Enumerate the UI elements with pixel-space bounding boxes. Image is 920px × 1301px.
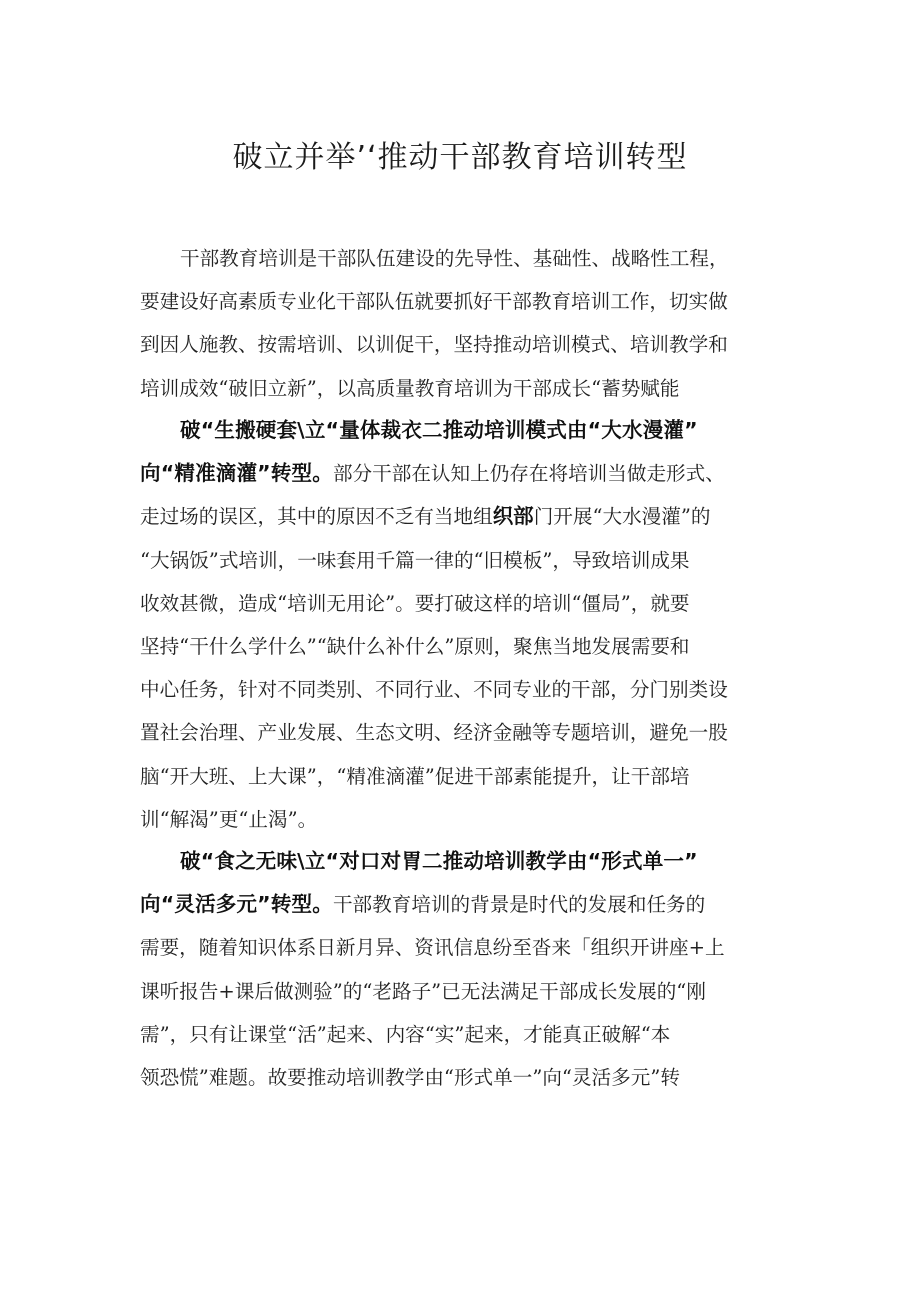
intro-paragraph	[140, 237, 790, 410]
section1-paragraph	[140, 409, 790, 841]
section2-line: 领恐慌”难题。故要推动培训教学由“形式单一”向“灵活多元”转	[140, 1065, 680, 1089]
section1-line: 训“解渴”更“止渴”。	[140, 807, 318, 831]
section1-heading-line2	[140, 452, 790, 495]
section1-heading-tail: 向“精准滴灌”转型。	[140, 461, 333, 486]
section1-line: 收效甚微，造成“培训无用论”。要打破这样的培训“僵局”，就要	[140, 591, 690, 615]
section2-heading: 破“食之无味\立“对口对胃二推动培训教学由“形式单一”	[180, 849, 698, 873]
section1-line: 坚持“干什么学什么”“缺什么补什么”原则，聚焦当地发展需要和	[140, 634, 690, 658]
section1-heading: 破“生搬硬套\立“量体裁衣二推动培训模式由“大水漫灌”	[180, 418, 698, 442]
section1-text: 走过场的误区，其中的原因不乏有当地组	[140, 505, 493, 529]
section1-emphasis: 织部	[492, 504, 534, 529]
intro-line: 要建设好高素质专业化干部队伍就要抓好干部教育培训工作，切实做	[140, 290, 728, 314]
section2-heading-tail: 向“灵活多元”转型。	[140, 892, 333, 917]
intro-line: 到因人施教、按需培训、以训促干，坚持推动培训模式、培训教学和	[140, 333, 728, 357]
intro-line: 干部教育培训是干部队伍建设的先导性、基础性、战略性工程，	[180, 247, 729, 270]
section1-line: 中心任务，针对不同类别、不同行业、不同专业的干部，分门别类设	[140, 678, 728, 702]
section1-text: 部分干部在认知上仍存在将培训当做走形式、	[332, 462, 725, 486]
section2-text: 干部教育培训的背景是时代的发展和任务的	[332, 893, 706, 917]
section2-heading-line2	[140, 883, 790, 926]
document-title: 破立并举’‘推动干部教育培训转型	[232, 140, 688, 175]
section2-paragraph	[140, 840, 790, 1099]
section2-line: 课听报告+课后做测验”的“老路子”已无法满足干部成长发展的“刚	[140, 979, 706, 1003]
section1-line: “大锅饭”式培训，一味套用千篇一律的“旧模板”，导致培训成果	[140, 548, 690, 572]
section1-line: 置社会治理、产业发展、生态文明、经济金融等专题培训，避免一股	[140, 721, 728, 745]
intro-line: 培训成效“破旧立新”，以高质量教育培训为干部成长“蓄势赋能	[140, 376, 680, 400]
section1-line: 脑“开大班、上大课”，“精准滴灌”促进干部素能提升，让干部培	[140, 764, 690, 788]
section2-line: 需要，随着知识体系日新月异、资讯信息纷至沓来「组织开讲座+上	[140, 936, 725, 960]
section1-text: 门开展“大水漫灌”的	[533, 505, 711, 529]
section2-line: 需”，只有让课堂“活”起来、内容“实”起来，才能真正破解“本	[140, 1022, 671, 1046]
section1-line	[140, 495, 790, 538]
